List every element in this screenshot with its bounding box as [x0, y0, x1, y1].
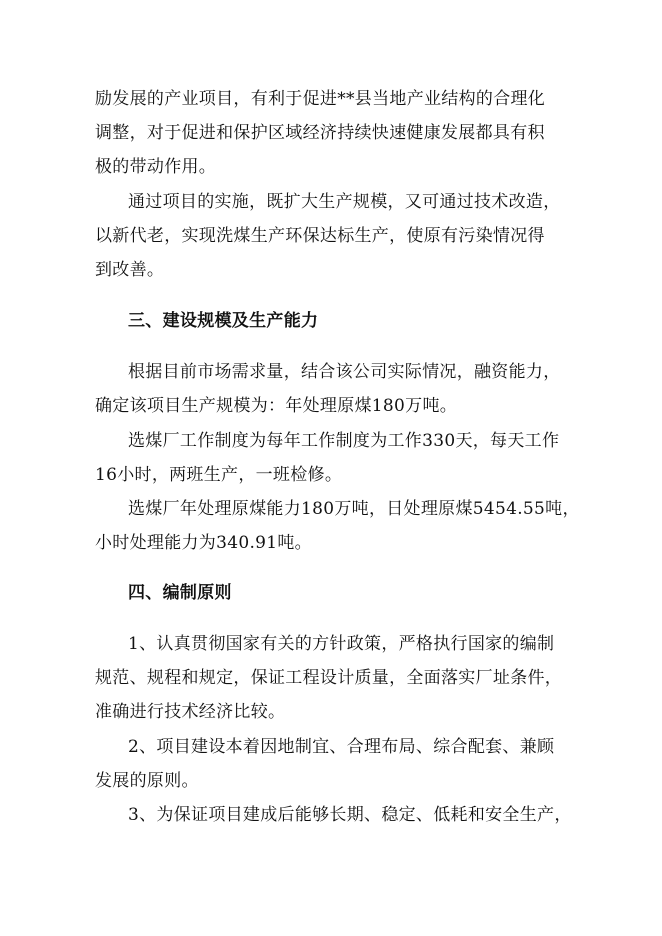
section-heading: 四、编制原则: [128, 583, 232, 603]
paragraph-line: 小时处理能力为340.91吨。: [95, 533, 312, 553]
paragraph-line: 发展的原则。: [95, 771, 199, 791]
paragraph-line: 3、为保证项目建成后能够长期、稳定、低耗和安全生产，: [128, 805, 572, 825]
paragraph-line: 选煤厂年处理原煤能力180万吨，日处理原煤5454.55吨，: [128, 499, 580, 519]
paragraph-line: 准确进行技术经济比较。: [95, 702, 286, 722]
paragraph-line: 以新代老，实现洗煤生产环保达标生产，使原有污染情况得: [95, 226, 545, 246]
paragraph-line: 选煤厂工作制度为每年工作制度为工作330天，每天工作: [128, 431, 560, 451]
paragraph-line: 确定该项目生产规模为：年处理原煤180万吨。: [95, 396, 458, 416]
paragraph-line: 励发展的产业项目，有利于促进**县当地产业结构的合理化: [95, 89, 546, 109]
paragraph-line: 通过项目的实施，既扩大生产规模，又可通过技术改造，: [128, 192, 561, 212]
paragraph-line: 2、项目建设本着因地制宜、合理布局、综合配套、兼顾: [128, 737, 555, 757]
paragraph-line: 极的带动作用。: [95, 157, 217, 177]
paragraph-line: 调整，对于促进和保护区域经济持续快速健康发展都具有积: [95, 123, 545, 143]
paragraph-line: 到改善。: [95, 260, 165, 280]
paragraph-line: 16小时，两班生产，一班检修。: [95, 465, 343, 485]
section-heading: 三、建设规模及生产能力: [128, 311, 319, 331]
paragraph-line: 规范、规程和规定，保证工程设计质量，全面落实厂址条件，: [95, 668, 563, 688]
paragraph-line: 根据目前市场需求量，结合该公司实际情况，融资能力，: [128, 362, 561, 382]
paragraph-line: 1、认真贯彻国家有关的方针政策，严格执行国家的编制: [128, 634, 555, 654]
